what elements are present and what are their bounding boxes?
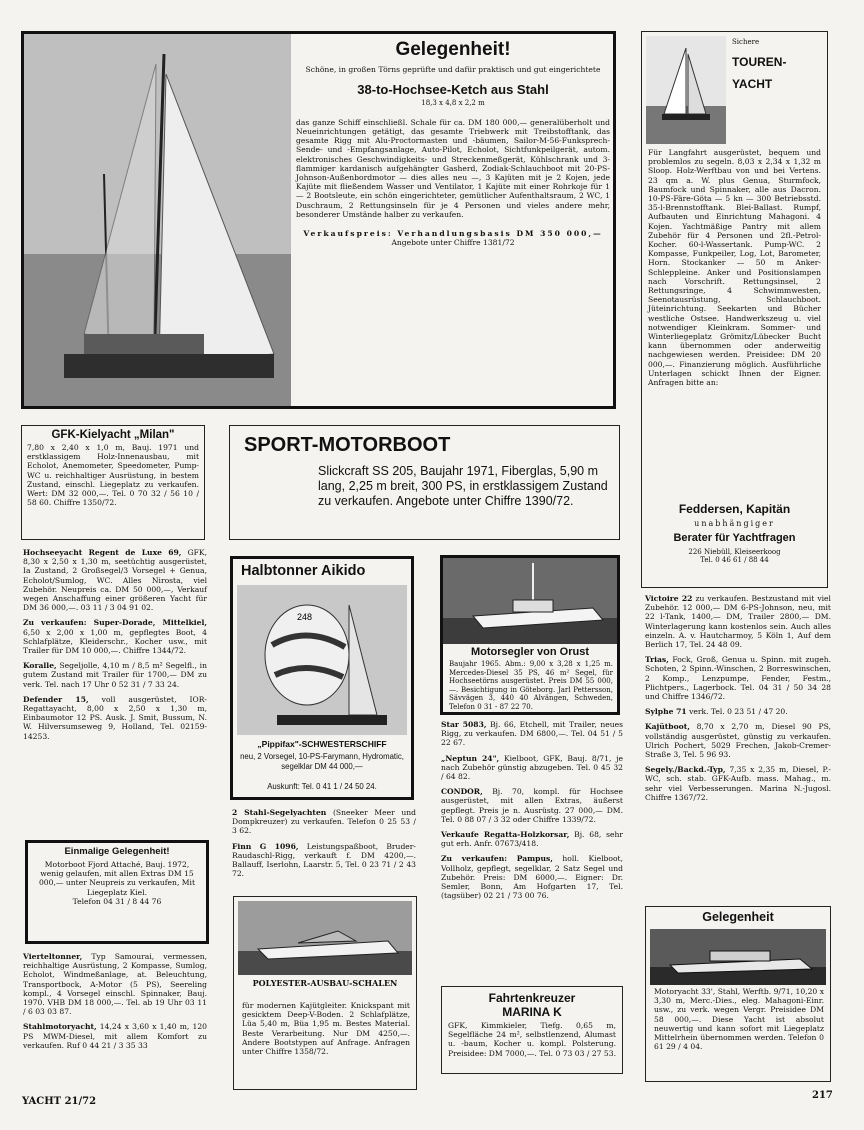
sport-motorboot-ad bbox=[229, 425, 620, 540]
col3-ads bbox=[441, 720, 623, 900]
aikido-ad bbox=[230, 556, 414, 800]
touren-yacht-ad bbox=[641, 31, 828, 588]
touren-contact-name: Feddersen, Kapitän bbox=[678, 502, 791, 516]
right-ad-3: Kajütboot, 8,70 x 2,70 m, Diesel 90 PS, vollständig ausgerüstet, günstig zu verkaufen. Ulrich Pochert, 5029 Frechen, Jakob-Cremer-Straße 3, Tel. 5 96 93. bbox=[645, 722, 831, 760]
marina-k-ad bbox=[441, 986, 623, 1074]
einmalig-title: Einmalige Gelegenheit! bbox=[64, 846, 170, 857]
right-ad-0: Victoire 22 zu verkaufen. Bestzustand mit viel Zubehör. 12 000,— DM 6-PS-Johnson, neu, mit 22 l-Tank, 1400,— DM, Trailer 2800,— DM. Winterlagerung kann kostenlos sein. Auch alles einzeln. A. v. Hautcharmoy, 5 Köln 1, Auf dem Berlich 17, Tel. 24 48 09. bbox=[645, 594, 831, 650]
aikido-title: Halbtonner Aikido bbox=[241, 563, 366, 579]
col3-ad-2: CONDOR, Bj. 70, kompl. für Hochsee ausgerüstet, mit allen Extras, äußerst gepflegt. Preis je n. Ausrüstg. 27 000,— DM. Tel. 0 88 07 / 3 32 oder Chiffre 1339/72. bbox=[441, 787, 623, 824]
einmalig-body: Motorboot Fjord Attaché, Bauj. 1972, wenig gelaufen, mit allen Extras DM 15 000,— unter Neupreis zu verkaufen, Mit Liegeplatz Kiel. bbox=[38, 860, 196, 897]
col3-ad-1: „Neptun 24", Kielboot, GFK, Bauj. 8/71, je nach Zubehör günstig abzugeben. Tel. 0 45 32 / 64 82. bbox=[441, 753, 623, 782]
aikido-sail-number: 248 bbox=[297, 612, 313, 622]
marina-body: GFK, Kimmkieler, Tiefg. 0,65 m, Segelfläche 24 m², selbstlenzend, Alumast u. -baum, Kocher u. kompl. Polsterung. Preisidee: DM 7000,—. Tel. 0 73 03 / 27 53. bbox=[448, 1021, 616, 1058]
aikido-body: neu, 2 Vorsegel, 10-PS-Farymann, Hydromatic, segelklar DM 44 000,— bbox=[240, 752, 404, 771]
motoryacht-title: Gelegenheit bbox=[702, 910, 774, 924]
footer-page-number: 217 bbox=[812, 1090, 833, 1101]
touren-contact-address: 226 Niebüll, Kleiseerkoog bbox=[688, 547, 781, 556]
aikido-caption: „Pippifax"-SCHWESTERSCHIFF bbox=[257, 739, 387, 749]
motoryacht-body: Motoryacht 33', Stahl, Werftb. 9/71, 10,20 x 3,30 m, Merc.-Dies., eleg. Mahagoni-Einr. usw., zu verk. wegen Vergr. Preisidee DM 58 000,—. Diese Yacht ist absolut neuwertig und kann sofort mit Liegeplatz Mittelrhein übernommen werden. Telefon 0 61 29 / 4 04. bbox=[654, 987, 824, 1052]
touren-body: Für Langfahrt ausgerüstet, bequem und problemlos zu segeln. 8,03 x 2,34 x 1,32 m Sloop. Holz-Werftbau von und bei Vertens. 23 qm a. W. plus Genua, Sturmfock, Baumfock und Spinnaker, alle aus Dacron. 10-PS-Färe-Göta — 5 kn — 300 Betriebsstd. 35-l-Brennstofftank. Blei-Ballast. Rumpf, Aufbauten und Einrichtung Mahagoni. 4 Kojen. Yachtmäßige Pantry mit allem Zubehör für 4 Personen und 2fl.-Petrol-Kocher. 60-l-Wassertank. Pump-WC. 2 Kompasse, Funkpeiler, Log, Lot, Barometer, Horn. Stockanker — 50 m Anker-Schleppleine. Anker und Positionslampen nach Vorschrift. Rettungsinsel, 2 Rettungsringe, 4 Schwimmwesten, Seenotausrüstung, Schlauchboot. Jüteinrichtung. Seekarten und Bücher westliche Ostsee. Handwerkszeug u. viel notwendiger Kleinkram. Sommer- und Winterliegeplatz Grömitz/Lübecker Bucht kann übernommen oder anderweitig nachgewiesen werden. Preisidee: DM 20 000,—. Finanzierung möglich. Ausführliche Unterlagen schickt Ihnen der Eigner. Anfragen bitte an: bbox=[648, 148, 821, 388]
right-ad-2: Sylphe 71 verk. Tel. 0 23 51 / 47 20. bbox=[645, 707, 788, 717]
left-column-ads-2 bbox=[23, 952, 207, 1050]
ketch-intro: Schöne, in großen Törns geprüfte und dafür praktisch und gut eingerichtete bbox=[305, 65, 601, 74]
polyester-body: für modernen Kajütgleiter. Knickspant mit gesicktem Deep-V-Boden. 2 Schlafplätze, Lüa 5,40 m, Büa 1,95 m. Bestes Material. Beste Verarbeitung. Nur DM 4250,—. Andere Bootstypen auf Anfrage. Anfragen unter Chiffre 1358/72. bbox=[242, 1001, 410, 1057]
orust-ad bbox=[440, 555, 620, 715]
einmalig-tel: Telefon 04 31 / 8 44 76 bbox=[72, 896, 162, 906]
ketch-offer: Angebote unter Chiffre 1381/72 bbox=[391, 238, 515, 248]
orust-photo bbox=[443, 558, 617, 644]
left-column-ads bbox=[23, 548, 207, 741]
orust-title: Motorsegler von Orust bbox=[471, 646, 589, 658]
motoryacht-photo bbox=[650, 929, 826, 985]
left-ad2-0: Vierteltonner, Typ Samourai, vermessen, reichhaltige Ausrüstung, 2 Kompasse, Sumlog, Echolot, Windmeßanlage, at. Beleuchtung, Transportbock, A-Motor (5 PS), Seereling kompl., 4 Vorsegel einschl. Spinnaker, Bauj. 1970. VHB DM 18 000,—. Tel. ab 19 Uhr 03 11 / 6 03 03 87. bbox=[23, 952, 208, 1017]
ketch-sailboat-illustration bbox=[24, 34, 291, 406]
mid-ad-0: 2 Stahl-Segelyachten (Sneeker Meer und Dompkreuzer) zu verkaufen. Telefon 0 25 53 / 3 62. bbox=[232, 808, 416, 836]
milan-body: 7,80 x 2,40 x 1,0 m, Bauj. 1971 und erstklassigem Holz-Innenausbau, mit Echolot, Anemometer, Speedometer, Pump-WC u. reichhaltiger Ausrüstung, in bestem Zustand, einschl. Liegeplatz zu verkaufen. Wert: DM 32 000,—. Tel. 0 70 32 / 56 10 / 58 60. Chiffre 1350/72. bbox=[27, 443, 199, 508]
ketch-subtitle: 38-to-Hochsee-Ketch aus Stahl bbox=[357, 82, 549, 98]
left-ad-1: Zu verkaufen: Super-Dorade, Mittelkiel, 6,50 x 2,00 x 1,00 m, gepflegtes Boot, 4 Schlafplätze, Kleiderschr., Kocher usw., mit Trailer für DM 10 000,—. Chiffre 1344/72. bbox=[23, 618, 207, 656]
left-ad-3: Defender 15, voll ausgerüstet, IOR-Regattayacht, 8,00 x 2,50 x 1,30 m, Einbaumotor 12 PS. Ausk. J. Smit, Bussum, N. W. Hilversumseweg 9, Holland, Tel. 02159-14253. bbox=[23, 694, 207, 741]
right-ad-4: Segely./Backd.-Typ, 7,35 x 2,35 m, Diesel, P.-WC, sch. stab. GFK-Aufb. mass. Mahag., m. sehr viel Verbesserungen. Marina N.-Jugosl. Chiffre 1367/72. bbox=[645, 765, 831, 802]
ketch-dimensions: 18,3 x 4,8 x 2,2 m bbox=[421, 99, 485, 108]
ketch-price: Verkaufspreis: Verhandlungsbasis DM 350 000,— bbox=[303, 229, 603, 239]
ketch-photo bbox=[24, 34, 291, 406]
touren-yacht-photo bbox=[646, 36, 726, 144]
touren-title-1: TOUREN- bbox=[732, 54, 787, 69]
motorboat-illustration bbox=[238, 901, 412, 975]
polyester-title: POLYESTER-AUSBAU-SCHALEN bbox=[252, 978, 398, 988]
touren-title-2: YACHT bbox=[732, 76, 773, 91]
right-column-ads bbox=[645, 594, 831, 802]
marina-title-1: Fahrtenkreuzer bbox=[488, 991, 576, 1005]
sport-title: SPORT-MOTORBOOT bbox=[244, 434, 451, 456]
aikido-photo bbox=[237, 585, 407, 735]
ketch-ad bbox=[21, 31, 616, 409]
motoryacht-ad bbox=[645, 906, 831, 1082]
ketch-body: das ganze Schiff einschließl. Schale für ca. DM 180 000,— generalüberholt und Neueinrichtungen getätigt, das gesamte Triebwerk mit Treibstofftank, das gesamte Rigg mit Alu-Proctormasten und -bäumen, Sailor-M-56-Funksprech-Sende- und -Empfangsanlage, Auto-Pilot, Echolot, Sichtfunkpeilgerät, autom. elektronisches Geschwindigkeits- und Streckenmeßgerät, Kühlschrank und 3-flammiger kardanisch aufgehängter Gasherd, Zodiak-Schlauchboot mit 20-PS-Johnson-Außenbordmotor — dies alles neu —, 3 Kajüten mit je 2 Kojen, jede Kajüte mit fließendem Wasser und Ventilator, 1 Kajüte mit einer Rohrkoje für 1 — 2 Bootsleute, ein schön eingerichteter, gemütlicher Aufenthaltsraum, 2 WC, 1 Duschraum, 2 Rettungsinseln für je 4 Personen und vieles andere mehr, besonderer Umstände halber zu verkaufen. bbox=[296, 117, 610, 219]
ketch-title: Gelegenheit! bbox=[395, 39, 511, 60]
col3-ad-4: Zu verkaufen: Pampus, holl. Kielboot, Vollholz, gepflegt, segelklar, 2 Satz Segel und Zubehör. Preis: DM 6000,—. Eigner: Dr. Semler, Bonn, Am Hofgarten 17, Tel. (tagsüber) 02 21 / 73 00 76. bbox=[441, 854, 623, 901]
motorsailer-illustration bbox=[443, 558, 617, 644]
mid-ad-1: Finn G 1096, Leistungspaßboot, Bruder-Raudaschl-Rigg, verkauft f. DM 4200,—. Ballauff, Iserlohn, Laarstr. 5, Tel. 0 23 71 / 2 43 72. bbox=[232, 841, 416, 879]
polyester-photo bbox=[238, 901, 412, 975]
milan-ad bbox=[21, 425, 205, 540]
touren-contact-sub2: Berater für Yachtfragen bbox=[673, 531, 796, 544]
einmalige-gelegenheit-ad bbox=[25, 840, 209, 944]
left-ad-0: Hochseeyacht Regent de Luxe 69, GFK, 8,30 x 2,50 x 1,30 m, seetüchtig ausgerüstet, Ia Zustand, 2 Großsegel/3 Vorsegel + Genua, Echolot/Sumlog, WC. Alles Nirosta, viel Zubehör. Neupreis ca. DM 50 000,—, Verkauf wegen Anschaffung einer größeren Yacht für DM 36 000,—. 03 11 / 3 04 91 02. bbox=[23, 548, 207, 613]
left-ad-2: Koralle, Segeljolle, 4,10 m / 8,5 m² Segelfl., in gutem Zustand mit Trailer für 1700,— DM zu verk. Tel. nach 17 Uhr 0 52 31 / 7 33 24. bbox=[23, 661, 207, 689]
touren-contact-sub1: unabhängiger bbox=[694, 519, 775, 528]
right-ad-1: Trias, Fock, Groß, Genua u. Spinn. mit zugeh. Schoten, 2 Spinn.-Winschen, 2 Borreswinschen, 2 Komp., Lenzpumpe, Fender, Festm., Plichtpers., Lagerbock. Tel. 04 31 / 50 34 28 und Chiffre 1346/72. bbox=[645, 655, 831, 702]
sport-body: Slickcraft SS 205, Baujahr 1971, Fiberglas, 5,90 m lang, 2,25 m breit, 300 PS, in erstklassigem Zustand zu verkaufen. Angebote unter Chiffre 1390/72. bbox=[318, 464, 608, 508]
aikido-info: Auskunft: Tel. 0 41 1 / 24 50 24. bbox=[267, 782, 377, 791]
footer-issue: YACHT 21/72 bbox=[22, 1096, 97, 1107]
left-ad2-1: Stahlmotoryacht, 14,24 x 3,60 x 1,40 m, 120 PS MWM-Diesel, mit allem Komfort zu verkaufen. Ruf 0 44 21 / 3 35 33 bbox=[23, 1022, 207, 1050]
motoryacht-illustration bbox=[650, 929, 826, 985]
col3-ad-3: Verkaufe Regatta-Holzkorsar, Bj. 68, sehr gut erh. Anfr. 07673/418. bbox=[441, 830, 624, 849]
touren-contact-tel: Tel. 0 46 61 / 88 44 bbox=[700, 556, 769, 565]
polyester-ad bbox=[233, 896, 417, 1090]
mid-column-ads bbox=[232, 808, 416, 878]
orust-body: Baujahr 1965. Abm.: 9,00 x 3,28 x 1,25 m. Mercedes-Diesel 35 PS, 46 m² Segel, für Hochseetörns ausgerüstet. Preis DM 55 000,—. Besichtigung in Göteborg. Jarl Pettersson, Sävvägen 3, 440 40 Alvängen, Schweden, Telefon 0 31 - 87 22 70. bbox=[449, 660, 613, 711]
sailboat-icon bbox=[646, 36, 726, 144]
spinnaker-illustration bbox=[237, 585, 407, 735]
marina-title-2: MARINA K bbox=[502, 1005, 562, 1019]
touren-label-small: Sichere bbox=[732, 38, 760, 46]
milan-title: GFK-Kielyacht „Milan" bbox=[51, 429, 175, 441]
col3-ad-0: Star 5083, Bj. 66, Etchell, mit Trailer, neues Rigg, zu verkaufen. DM 6800,—. Tel. 04 51 / 5 22 67. bbox=[441, 720, 623, 748]
